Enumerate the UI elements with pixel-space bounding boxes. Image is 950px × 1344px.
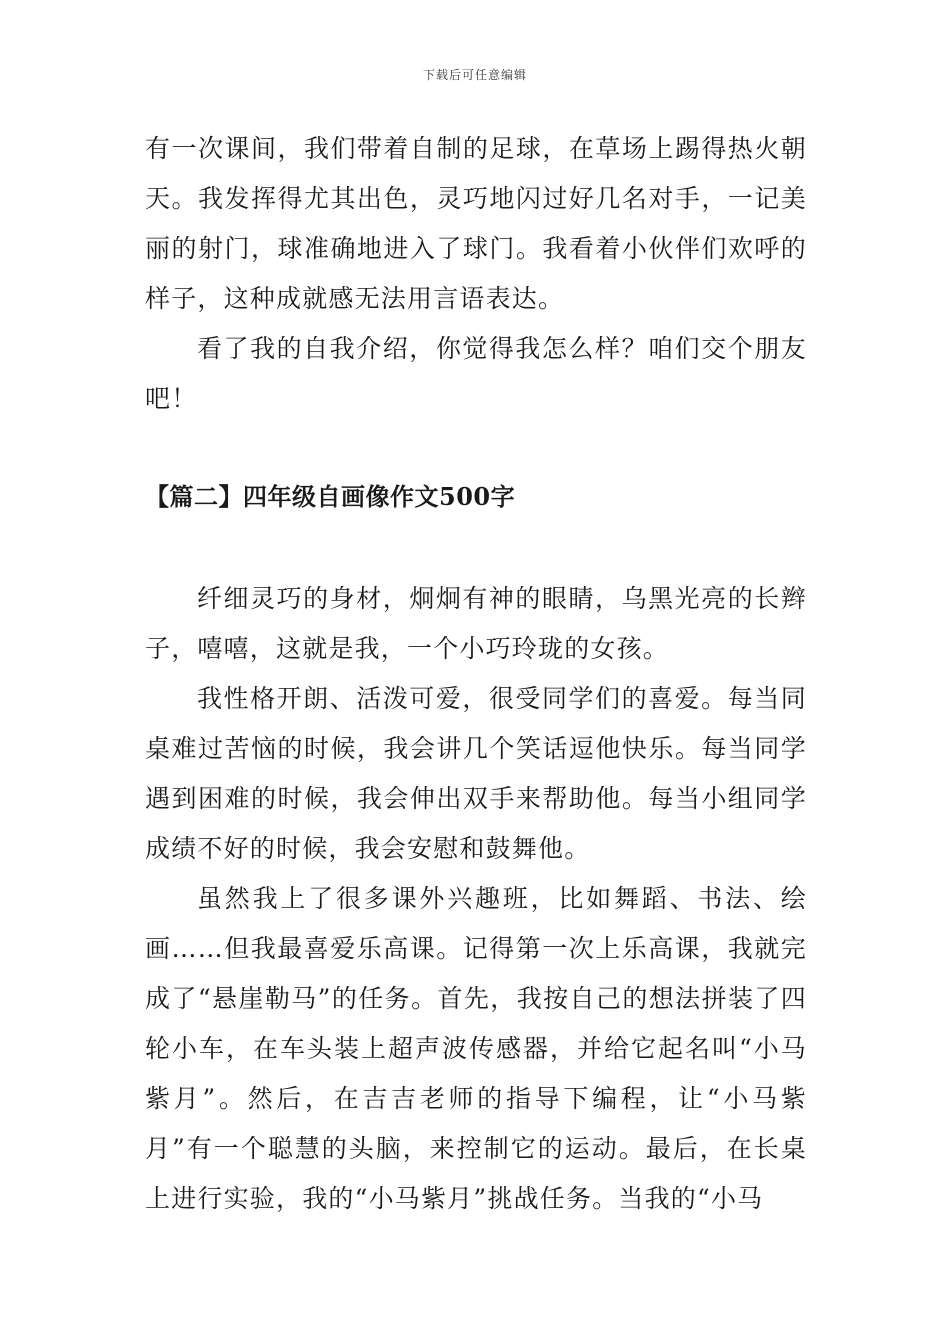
paragraph-personality: 我性格开朗、活泼可爱，很受同学们的喜爱。每当同桌难过苦恼的时候，我会讲几个笑话逗他快乐。每当同学遇到困难的时候，我会伸出双手来帮助他。每当小组同学成绩不好的时候，我会安慰和鼓舞他。: [145, 684, 807, 863]
paragraph-lego: 虽然我上了很多课外兴趣班，比如舞蹈、书法、绘画……但我最喜爱乐高课。记得第一次上乐高课，我就完成了“悬崖勒马”的任务。首先，我按自己的想法拼装了四轮小车，在车头装上超声波传感器，并给它起名叫“小马紫月”。然后，在吉吉老师的指导下编程，让“小马紫月”有一个聪慧的头脑，来控制它的运动。最后，在长桌上进行实验，我的“小马紫月”挑战任务。当我的“小马: [145, 884, 807, 1213]
section-title: 【篇二】四年级自画像作文500字: [145, 482, 516, 511]
page-header: 下载后可任意编辑: [422, 68, 527, 82]
document-body: [145, 124, 807, 1224]
paragraph-appearance: 纤细灵巧的身材，炯炯有神的眼睛，乌黑光亮的长辫子，嘻嘻，这就是我，一个小巧玲珑的女孩。: [145, 584, 807, 663]
paragraph-closing: 看了我的自我介绍，你觉得我怎么样？咱们交个朋友吧！: [145, 334, 807, 413]
paragraph-soccer: 有一次课间，我们带着自制的足球，在草场上踢得热火朝天。我发挥得尤其出色，灵巧地闪过好几名对手，一记美丽的射门，球准确地进入了球门。我看着小伙伴们欢呼的样子，这种成就感无法用言语表达。: [145, 134, 807, 313]
